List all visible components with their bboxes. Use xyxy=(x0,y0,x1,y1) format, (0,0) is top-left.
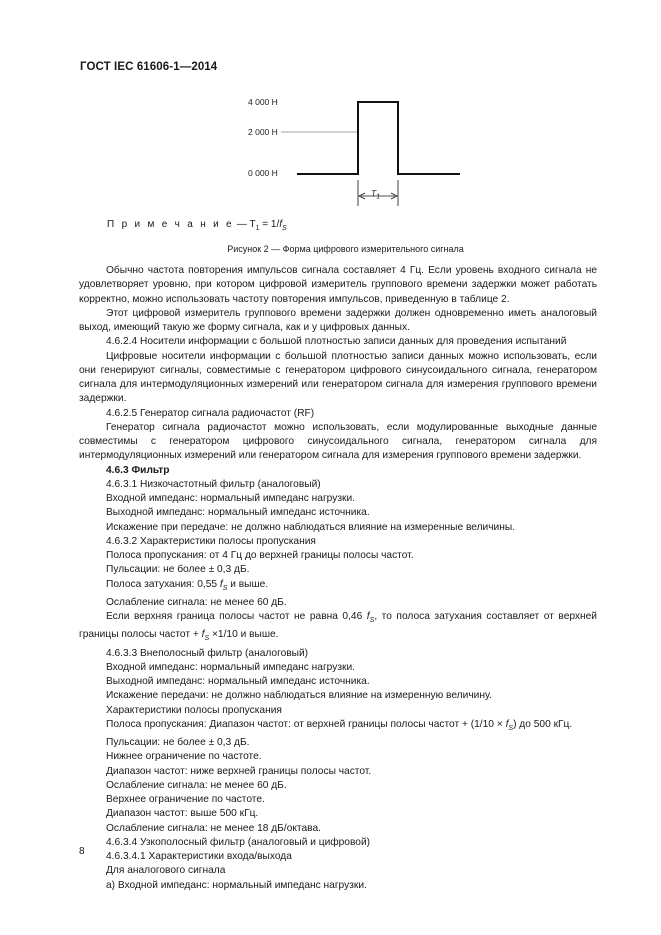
note-f: f xyxy=(279,219,283,230)
paragraph: Обычно частота повторения импульсов сигнала составляет 4 Гц. Если уровень входного сигнала не удовлетворяет уровню, при котором цифровой измеритель группового времени задержки может работать корректно, можно использовать частоту повторения импульсов, приведенную в таблице 2. xyxy=(79,265,597,305)
list-item: Ослабление сигнала: не менее 18 дБ/октава. xyxy=(106,822,321,834)
list-item: Полоса пропускания: от 4 Гц до верхней границы полосы частот. xyxy=(106,550,414,561)
body-text xyxy=(79,264,597,893)
list-item: Ослабление сигнала: не менее 60 дБ. xyxy=(106,596,287,608)
section-heading: 4.6.3.4 Узкополосный фильтр (аналоговый и цифровой) xyxy=(106,836,371,848)
page-number: 8 xyxy=(79,846,85,857)
document-header: ГОСТ IEC 61606-1—2014 xyxy=(80,61,218,73)
pb-text-a: Полоса пропускания: Диапазон частот: от верхней границы полосы частот + (1/10 × xyxy=(106,718,506,730)
pb-f: f xyxy=(505,718,509,730)
hb-text-b: , то полоса затухания составляет от верхней границы полосы частот + xyxy=(79,611,597,641)
pb-s: S xyxy=(508,724,514,732)
hb-s2: S xyxy=(204,635,210,643)
paragraph: Цифровые носители информации с большой плотностью записи данных можно использовать, если они генерируют сигналы, совместимые с генератором цифрового синусоидального сигнала, генератором сигнала для интермодуляционных измерений или генератором сигнала для измерения группового времени задержки. xyxy=(79,350,597,405)
list-item: Характеристики полосы пропускания xyxy=(106,704,282,716)
list-item: Пульсации: не более ± 0,3 дБ. xyxy=(106,564,250,576)
paragraph xyxy=(79,610,597,647)
note-dash: — T xyxy=(233,219,256,230)
list-item xyxy=(79,578,597,596)
note-sub: 1 xyxy=(255,225,260,232)
paragraph: Этот цифровой измеритель группового времени задержки должен одновременно иметь аналоговый выход, имеющий такую же форму сигнала, как и у цифровых данных. xyxy=(79,307,597,333)
att-text-b: и выше. xyxy=(227,578,269,590)
att-s: S xyxy=(222,584,228,592)
note-eq: = 1/ xyxy=(259,219,280,230)
section-heading: 4.6.3 Фильтр xyxy=(106,464,170,476)
signal-waveform-figure xyxy=(240,88,470,213)
y-label-4000: 4 000 H xyxy=(248,97,278,107)
list-item: Выходной импеданс: нормальный импеданс источника. xyxy=(106,507,370,519)
section-heading: 4.6.2.4 Носители информации с большой плотностью записи данных для проведения испытаний xyxy=(106,336,567,348)
t1-label xyxy=(371,188,380,201)
list-item: а) Входной импеданс: нормальный импеданс нагрузки. xyxy=(106,879,367,891)
y-label-0000: 0 000 H xyxy=(248,168,278,178)
section-heading: 4.6.3.4.1 Характеристики входа/выхода xyxy=(106,851,292,863)
list-item: Входной импеданс: нормальный импеданс нагрузки. xyxy=(106,493,355,504)
section-heading: 4.6.2.5 Генератор сигнала радиочастот (RF) xyxy=(106,407,315,419)
hb-f2: f xyxy=(201,629,205,641)
t1-letter: T xyxy=(371,188,377,198)
list-item: Входной импеданс: нормальный импеданс нагрузки. xyxy=(106,661,355,673)
list-item: Диапазон частот: выше 500 кГц. xyxy=(106,808,259,820)
list-item: Нижнее ограничение по частоте. xyxy=(106,751,262,763)
pb-text-b: ) до 500 кГц. xyxy=(513,718,573,730)
section-heading: 4.6.3.2 Характеристики полосы пропускания xyxy=(106,535,316,547)
list-item: Искажение при передаче: не должно наблюдаться влияние на измеренные величины. xyxy=(106,521,516,533)
figure-note xyxy=(107,219,287,232)
pulse-line xyxy=(297,102,460,174)
note-lead: П р и м е ч а н и е xyxy=(107,219,234,230)
hb-text-a: Если верхняя граница полосы частот не равна 0,46 xyxy=(106,611,367,623)
hb-f: f xyxy=(366,611,370,623)
y-label-2000: 2 000 H xyxy=(248,127,278,137)
list-item: Ослабление сигнала: не менее 60 дБ. xyxy=(106,779,287,791)
section-heading: 4.6.3.3 Внеполосный фильтр (аналоговый) xyxy=(106,647,309,659)
list-item: Пульсации: не более ± 0,3 дБ. xyxy=(106,737,250,749)
list-item xyxy=(79,718,597,736)
list-item: Верхнее ограничение по частоте. xyxy=(106,794,265,806)
list-item: Для аналогового сигнала xyxy=(106,865,226,877)
figure-caption: Рисунок 2 — Форма цифрового измерительного сигнала xyxy=(227,244,464,254)
hb-text-c: ×1/10 и выше. xyxy=(209,629,279,641)
att-f: f xyxy=(219,578,223,590)
list-item: Диапазон частот: ниже верхней границы полосы частот. xyxy=(106,765,372,777)
note-fsub: S xyxy=(282,225,287,232)
list-item: Выходной импеданс: нормальный импеданс источника. xyxy=(106,676,370,688)
hb-s: S xyxy=(369,617,375,625)
paragraph: Генератор сигнала радиочастот можно использовать, если модулированные выходные данные совместимы с генератором цифрового синусоидального сигнала, генератором сигнала для интермодуляционных измерений или генератором сигнала для измерения группового времени задержки. xyxy=(79,421,597,462)
t1-subscript: 1 xyxy=(376,193,381,201)
att-text-a: Полоса затухания: 0,55 xyxy=(106,578,220,590)
section-heading: 4.6.3.1 Низкочастотный фильтр (аналоговый) xyxy=(106,478,321,490)
list-item: Искажение передачи: не должно наблюдаться влияние на измеренную величину. xyxy=(106,690,492,702)
